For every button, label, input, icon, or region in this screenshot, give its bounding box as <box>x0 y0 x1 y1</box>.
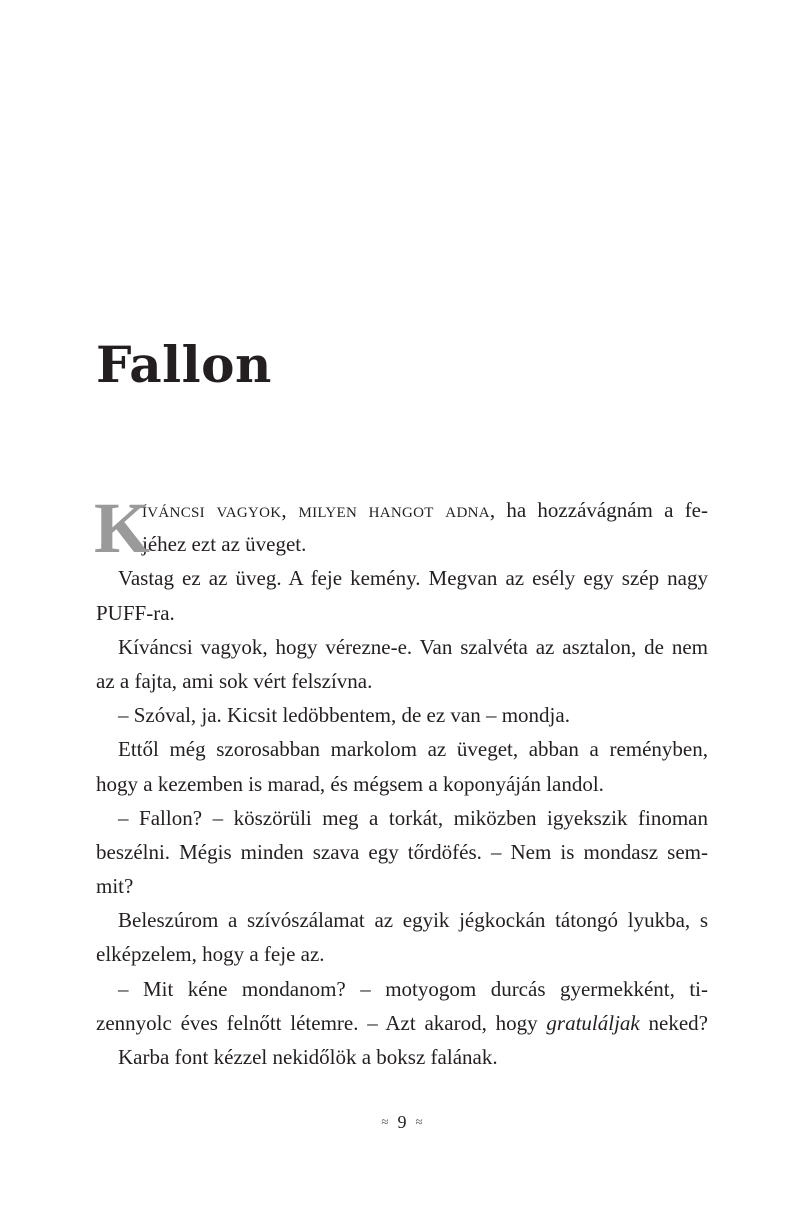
text-line: Karba font kézzel nekidőlök a boksz falának. <box>118 1045 498 1069</box>
text-line: – Mit kéne mondanom? – motyogom durcás gyermekként, ti- <box>118 976 708 1001</box>
text-line: jéhez ezt az üveget. <box>142 532 307 557</box>
text-line: – Szóval, ja. Kicsit ledöbbentem, de ez van – mondja. <box>118 703 570 728</box>
text-line <box>96 1006 708 1040</box>
drop-cap: K <box>94 488 151 568</box>
text-line <box>96 493 708 527</box>
page-number: 9 <box>397 1112 407 1132</box>
page-footer <box>0 1110 804 1134</box>
emphasis-text: gratuláljak <box>546 1010 640 1035</box>
text-line: hogy a kezemben is marad, és mégsem a koponyáján landol. <box>96 771 604 796</box>
text-line: – Fallon? – köszörüli meg a torkát, miközben igyekszik finoman <box>118 805 708 830</box>
body-text <box>94 488 708 1074</box>
opening-small-caps: íváncsi vagyok, milyen hangot adna <box>142 498 490 522</box>
text-line: az a fajta, ami sok vért felszívna. <box>96 668 373 693</box>
text-line: beszélni. Mégis minden szava egy tőrdöfés. – Nem is mondasz sem- <box>96 839 708 864</box>
text-line: mit? <box>96 874 134 899</box>
text-line: PUFF-ra. <box>96 600 175 625</box>
text-line: elképzelem, hogy a feje az. <box>96 942 325 967</box>
text-fragment: neked? <box>639 1010 708 1035</box>
chapter-title: Fallon <box>96 335 272 394</box>
ornament-left-icon: ≈ <box>381 1114 389 1129</box>
text-fragment: , ha hozzávágnám a fe- <box>489 498 708 522</box>
ornament-right-icon: ≈ <box>415 1114 423 1129</box>
text-line: Kíváncsi vagyok, hogy vérezne-e. Van szalvéta az asztalon, de nem <box>118 634 708 659</box>
text-line: Vastag ez az üveg. A feje kemény. Megvan az esély egy szép nagy <box>118 566 708 591</box>
text-line: Ettől még szorosabban markolom az üveget, abban a reményben, <box>118 737 708 762</box>
text-fragment: zennyolc éves felnőtt létemre. – Azt akarod, hogy <box>96 1010 547 1035</box>
text-line: Beleszúrom a szívószálamat az egyik jégkockán tátongó lyukba, s <box>118 908 708 933</box>
